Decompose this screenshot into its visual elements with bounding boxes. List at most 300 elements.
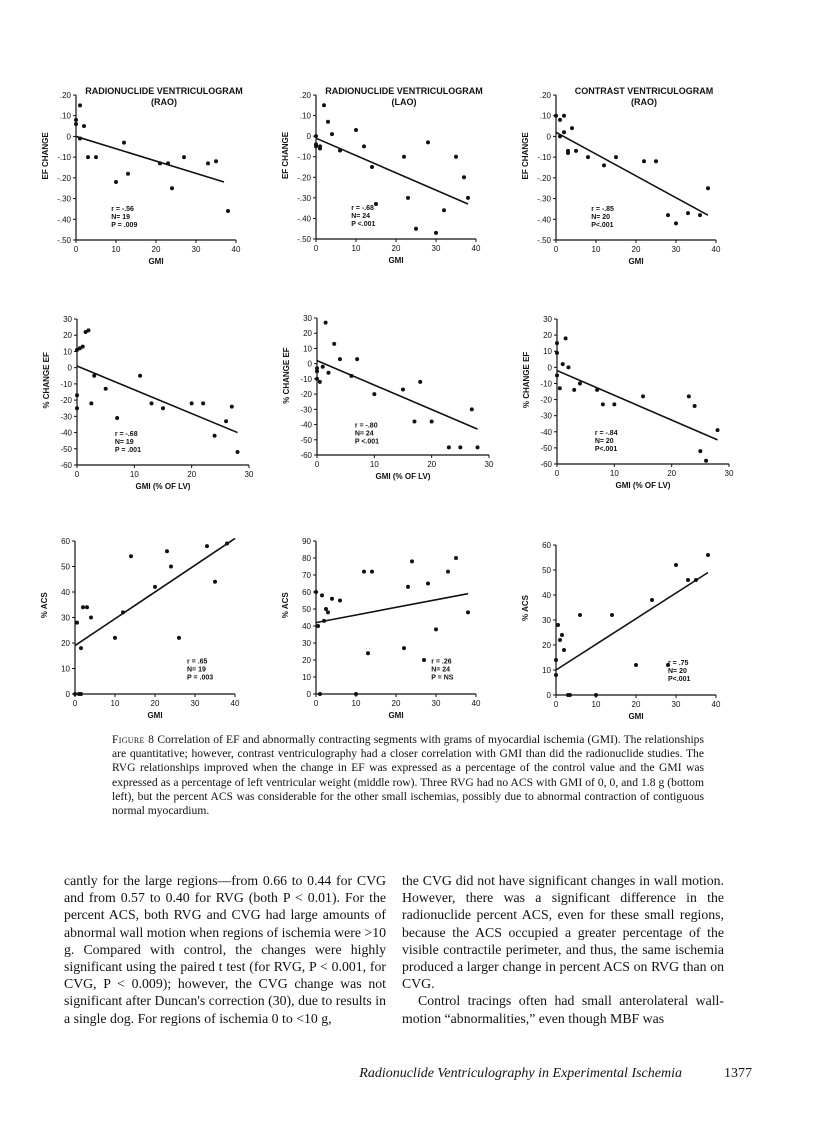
y-tick-label: 10 bbox=[63, 347, 72, 357]
x-tick-label: 0 bbox=[314, 460, 320, 469]
data-point bbox=[126, 172, 130, 176]
data-point bbox=[554, 114, 558, 118]
data-point bbox=[555, 341, 559, 345]
y-tick-label: .20 bbox=[539, 91, 551, 100]
data-point bbox=[447, 445, 451, 449]
y-tick-label: -10 bbox=[60, 379, 72, 389]
data-point bbox=[370, 570, 374, 574]
data-point bbox=[114, 180, 118, 184]
x-tick-label: 40 bbox=[711, 700, 721, 709]
data-point bbox=[79, 692, 83, 696]
data-point bbox=[401, 388, 405, 392]
y-tick-label: 40 bbox=[302, 622, 311, 631]
data-point bbox=[322, 619, 326, 623]
data-point bbox=[666, 213, 670, 217]
x-tick-label: 20 bbox=[631, 700, 641, 709]
data-point bbox=[338, 149, 342, 153]
x-tick-label: 30 bbox=[484, 460, 494, 469]
y-tick-label: -.50 bbox=[57, 236, 71, 245]
data-point bbox=[314, 142, 318, 146]
y-tick-label: -40 bbox=[540, 427, 552, 437]
y-tick-label: -20 bbox=[60, 396, 72, 406]
data-point bbox=[324, 321, 328, 325]
data-point bbox=[694, 578, 698, 582]
data-point bbox=[330, 132, 334, 136]
data-point bbox=[190, 401, 194, 405]
x-tick-label: 30 bbox=[671, 700, 681, 709]
data-point bbox=[81, 605, 85, 609]
y-tick-label: -.40 bbox=[537, 215, 551, 225]
y-tick-label: 40 bbox=[61, 588, 70, 597]
data-point bbox=[560, 633, 564, 637]
y-tick-label: 0 bbox=[66, 132, 71, 142]
y-tick-label: 60 bbox=[302, 588, 311, 597]
data-point bbox=[104, 387, 108, 391]
data-point bbox=[706, 186, 710, 190]
x-tick-label: 10 bbox=[369, 460, 379, 469]
y-tick-label: 30 bbox=[61, 613, 70, 623]
data-point bbox=[595, 388, 599, 392]
data-point bbox=[434, 231, 438, 235]
stats-label: r = -.84 bbox=[594, 430, 618, 437]
y-tick-label: .20 bbox=[59, 91, 71, 100]
stats-label: N= 19 bbox=[187, 666, 206, 674]
data-point bbox=[654, 159, 658, 163]
body-paragraph: the CVG did not have significant changes in wall motion. However, there was a significant difference in the radionuclide percent ACS, even for these small regions, because the ACS occupied a greater percentage of the visible contractile perimeter, and thus, the same ischemia produced a larger change in percent ACS on RVG than on CVG. bbox=[402, 873, 724, 992]
data-point bbox=[562, 130, 566, 134]
caption-text: Correlation of EF and abnormally contracting segments with grams of myocardial ischemia (GMI). The relationships are quantitative; however, contrast ventriculography had a closer correlation with GMI than did the radionuclide studies. The RVG relationships improved when the change in EF was expressed as a percentage of the control value and the GMI was expressed as a percentage of left ventricular weight (middle row). Three RVG had no ACS with GMI of 0, 0, and 1.8 g (bottom left), but the percent ACS was considerable for the other small ischemias, possibly due to abnormal contraction of contiguous normal myocardium. bbox=[112, 733, 704, 818]
stats-label: r = -.85 bbox=[591, 206, 614, 213]
y-tick-label: 0 bbox=[546, 691, 551, 700]
data-point bbox=[86, 328, 90, 332]
y-axis-label: % CHANGE EF bbox=[42, 352, 51, 409]
y-tick-label: -.20 bbox=[57, 173, 71, 183]
data-point bbox=[568, 693, 572, 697]
data-point bbox=[177, 636, 181, 640]
y-axis-label: % CHANGE EF bbox=[282, 347, 291, 404]
data-point bbox=[201, 401, 205, 405]
data-point bbox=[704, 459, 708, 463]
data-point bbox=[641, 394, 645, 398]
data-point bbox=[422, 658, 426, 662]
data-point bbox=[354, 692, 358, 696]
data-point bbox=[476, 445, 480, 449]
y-tick-label: .10 bbox=[539, 111, 551, 121]
x-axis-label: GMI bbox=[148, 257, 164, 266]
y-axis-label: EF CHANGE bbox=[281, 131, 290, 180]
data-point bbox=[75, 406, 79, 410]
y-tick-label: .20 bbox=[299, 91, 311, 100]
x-axis-label: GMI (% OF LV) bbox=[615, 481, 671, 490]
data-point bbox=[612, 402, 616, 406]
y-axis-label: % ACS bbox=[281, 592, 290, 619]
data-point bbox=[332, 342, 336, 346]
data-point bbox=[564, 336, 568, 340]
y-tick-label: 0 bbox=[67, 363, 72, 373]
data-point bbox=[572, 388, 576, 392]
data-point bbox=[402, 155, 406, 159]
x-axis-label: GMI bbox=[628, 257, 644, 266]
y-tick-label: -.40 bbox=[297, 214, 311, 224]
body-column-left bbox=[64, 872, 386, 1027]
stats-label: P <.001 bbox=[351, 221, 376, 229]
data-point bbox=[698, 213, 702, 217]
y-tick-label: 10 bbox=[542, 666, 551, 675]
y-tick-label: -30 bbox=[60, 412, 72, 422]
data-point bbox=[161, 406, 165, 410]
data-point bbox=[318, 146, 322, 150]
y-tick-label: 10 bbox=[302, 673, 311, 682]
y-tick-label: -60 bbox=[300, 451, 312, 460]
data-point bbox=[338, 599, 342, 603]
data-point bbox=[693, 404, 697, 408]
y-tick-label: -.20 bbox=[537, 173, 551, 183]
data-point bbox=[558, 386, 562, 390]
x-tick-label: 0 bbox=[553, 700, 559, 709]
x-tick-label: 20 bbox=[391, 699, 401, 708]
data-point bbox=[326, 610, 330, 614]
chart-title: CONTRAST VENTRICULOGRAM bbox=[574, 86, 714, 96]
y-tick-label: -.10 bbox=[297, 152, 311, 162]
y-tick-label: -10 bbox=[540, 379, 552, 389]
stats-label: N= 19 bbox=[111, 214, 131, 221]
data-point bbox=[79, 646, 83, 650]
data-point bbox=[454, 155, 458, 159]
stats-label: N= 20 bbox=[594, 438, 614, 445]
x-axis-label: GMI bbox=[147, 711, 163, 720]
chart-subtitle: (RAO) bbox=[631, 97, 657, 107]
regression-line bbox=[316, 594, 468, 623]
x-tick-label: 0 bbox=[313, 699, 319, 708]
regression-line bbox=[76, 136, 224, 182]
stats-label: r = .75 bbox=[668, 660, 689, 667]
data-point bbox=[78, 137, 82, 141]
data-point bbox=[322, 103, 326, 107]
y-tick-label: 20 bbox=[542, 641, 551, 650]
y-tick-label: -.20 bbox=[297, 173, 311, 183]
data-point bbox=[554, 673, 558, 677]
x-tick-label: 30 bbox=[190, 699, 200, 708]
x-tick-label: 20 bbox=[150, 699, 160, 708]
y-tick-label: -60 bbox=[540, 460, 552, 469]
data-point bbox=[73, 692, 77, 696]
y-tick-label: -50 bbox=[540, 443, 552, 453]
y-tick-label: 30 bbox=[543, 315, 552, 324]
y-tick-label: .10 bbox=[299, 111, 311, 121]
data-point bbox=[434, 627, 438, 631]
stats-label: P = .001 bbox=[114, 446, 141, 454]
y-tick-label: 50 bbox=[302, 605, 311, 614]
body-column-right bbox=[402, 872, 724, 1027]
y-tick-label: -.10 bbox=[537, 153, 551, 163]
stats-label: P<.001 bbox=[591, 222, 614, 229]
y-tick-label: .10 bbox=[59, 111, 71, 121]
data-point bbox=[466, 610, 470, 614]
stats-label: N= 20 bbox=[668, 668, 687, 675]
data-point bbox=[158, 161, 162, 165]
data-point bbox=[562, 114, 566, 118]
x-axis-label: GMI bbox=[628, 712, 644, 721]
y-tick-label: 40 bbox=[542, 591, 551, 600]
data-point bbox=[315, 366, 319, 370]
data-point bbox=[610, 613, 614, 617]
data-point bbox=[82, 124, 86, 128]
stats-label: N= 24 bbox=[354, 430, 374, 438]
data-point bbox=[462, 175, 466, 179]
y-tick-label: 30 bbox=[63, 315, 72, 324]
x-tick-label: 10 bbox=[351, 244, 361, 253]
y-tick-label: -.30 bbox=[297, 193, 311, 203]
chart-subtitle: (LAO) bbox=[391, 97, 417, 107]
data-point bbox=[138, 374, 142, 378]
x-tick-label: 0 bbox=[553, 245, 559, 254]
y-tick-label: 10 bbox=[303, 344, 312, 354]
y-tick-label: -30 bbox=[540, 411, 552, 421]
x-tick-label: 20 bbox=[667, 469, 677, 478]
stats-label: P <.001 bbox=[354, 438, 380, 446]
y-axis-label: EF CHANGE bbox=[521, 132, 530, 180]
data-point bbox=[213, 580, 217, 584]
x-tick-label: 10 bbox=[591, 245, 601, 254]
y-tick-label: 20 bbox=[543, 331, 552, 341]
data-point bbox=[165, 549, 169, 553]
data-point bbox=[442, 208, 446, 212]
data-point bbox=[566, 365, 570, 369]
data-point bbox=[321, 365, 325, 369]
chart-title: RADIONUCLIDE VENTRICULOGRAM bbox=[325, 86, 483, 96]
data-point bbox=[374, 202, 378, 206]
x-axis-label: GMI (% OF LV) bbox=[375, 472, 431, 481]
x-tick-label: 30 bbox=[431, 699, 441, 708]
data-point bbox=[594, 693, 598, 697]
running-title: Radionuclide Ventriculography in Experimental Ischemia bbox=[359, 1066, 682, 1081]
data-point bbox=[89, 401, 93, 405]
stats-label: P<.001 bbox=[668, 676, 691, 683]
data-point bbox=[686, 578, 690, 582]
stats-label: r = -.68 bbox=[114, 430, 138, 438]
x-tick-label: 0 bbox=[554, 469, 560, 478]
x-tick-label: 10 bbox=[591, 700, 601, 709]
x-tick-label: 40 bbox=[711, 245, 721, 254]
regression-line bbox=[556, 573, 708, 671]
x-tick-label: 10 bbox=[351, 699, 361, 708]
data-point bbox=[372, 392, 376, 396]
regression-line bbox=[556, 132, 708, 215]
x-axis-label: GMI bbox=[388, 256, 404, 265]
data-point bbox=[129, 554, 133, 558]
data-point bbox=[78, 103, 82, 107]
stats-label: r = -.56 bbox=[111, 206, 134, 213]
y-tick-label: -60 bbox=[60, 461, 72, 470]
data-point bbox=[362, 144, 366, 148]
stats-label: N= 19 bbox=[114, 438, 134, 446]
data-point bbox=[362, 570, 366, 574]
data-point bbox=[458, 445, 462, 449]
data-point bbox=[410, 559, 414, 563]
y-tick-label: 50 bbox=[61, 562, 70, 572]
data-point bbox=[122, 141, 126, 145]
data-point bbox=[687, 394, 691, 398]
data-point bbox=[558, 134, 562, 138]
data-point bbox=[446, 570, 450, 574]
data-point bbox=[349, 374, 353, 378]
data-point bbox=[412, 420, 416, 424]
x-tick-label: 30 bbox=[431, 244, 441, 253]
data-point bbox=[561, 362, 565, 366]
page-number: 1377 bbox=[724, 1066, 752, 1081]
data-point bbox=[213, 434, 217, 438]
data-point bbox=[169, 565, 173, 569]
data-point bbox=[566, 151, 570, 155]
data-point bbox=[698, 449, 702, 453]
x-tick-label: 20 bbox=[427, 460, 437, 469]
data-point bbox=[318, 692, 322, 696]
data-point bbox=[578, 613, 582, 617]
y-tick-label: 90 bbox=[302, 537, 311, 546]
y-tick-label: 30 bbox=[542, 616, 551, 625]
data-point bbox=[115, 416, 119, 420]
data-point bbox=[236, 450, 240, 454]
data-point bbox=[430, 420, 434, 424]
y-tick-label: -.30 bbox=[537, 194, 551, 204]
data-point bbox=[182, 155, 186, 159]
data-point bbox=[326, 371, 330, 375]
data-point bbox=[121, 610, 125, 614]
y-tick-label: 0 bbox=[306, 132, 311, 142]
x-tick-label: 10 bbox=[129, 470, 139, 479]
data-point bbox=[206, 161, 210, 165]
x-axis-label: GMI bbox=[388, 711, 404, 720]
data-point bbox=[556, 623, 560, 627]
data-point bbox=[85, 605, 89, 609]
data-point bbox=[578, 381, 582, 385]
body-paragraph: cantly for the large regions—from 0.66 to 0.44 for CVG and from 0.57 to 0.40 for RVG (both P < 0.01). For the percent ACS, both RVG and CVG had large amounts of abnormal wall motion when regions of ischemia were >10 g. Compared with control, the changes were highly significant using the paired t test (for RVG, P < 0.001, for CVG, P < 0.009); however, the CVG change was not significant after Duncan's correction (30), due to results in a single dog. For regions of ischemia 0 to <10 g, bbox=[64, 873, 386, 1026]
data-point bbox=[586, 155, 590, 159]
stats-label: P = NS bbox=[431, 674, 454, 682]
y-axis-label: % ACS bbox=[521, 595, 530, 621]
chart-title: RADIONUCLIDE VENTRICULOGRAM bbox=[85, 86, 243, 96]
x-tick-label: 0 bbox=[313, 244, 319, 253]
x-tick-label: 20 bbox=[391, 244, 401, 253]
data-point bbox=[92, 374, 96, 378]
x-tick-label: 30 bbox=[244, 470, 254, 479]
data-point bbox=[601, 402, 605, 406]
y-tick-label: -10 bbox=[300, 374, 312, 384]
data-point bbox=[318, 380, 322, 384]
y-tick-label: -50 bbox=[300, 435, 312, 445]
data-point bbox=[406, 585, 410, 589]
x-tick-label: 0 bbox=[74, 470, 80, 479]
data-point bbox=[555, 351, 559, 355]
data-point bbox=[642, 159, 646, 163]
data-point bbox=[113, 636, 117, 640]
data-point bbox=[330, 597, 334, 601]
stats-label: P<.001 bbox=[594, 446, 618, 453]
y-tick-label: -50 bbox=[60, 444, 72, 454]
data-point bbox=[418, 380, 422, 384]
stats-label: N= 24 bbox=[351, 213, 371, 221]
data-point bbox=[554, 658, 558, 662]
data-point bbox=[555, 373, 559, 377]
data-point bbox=[614, 155, 618, 159]
regression-line bbox=[75, 538, 235, 645]
data-point bbox=[81, 345, 85, 349]
y-tick-label: 10 bbox=[543, 347, 552, 357]
y-tick-label: -.40 bbox=[57, 215, 71, 225]
data-point bbox=[414, 227, 418, 231]
y-tick-label: 50 bbox=[542, 566, 551, 575]
data-point bbox=[650, 598, 654, 602]
data-point bbox=[315, 377, 319, 381]
data-point bbox=[75, 621, 79, 625]
x-axis-label: GMI (% OF LV) bbox=[135, 482, 191, 491]
data-point bbox=[94, 155, 98, 159]
y-tick-label: 0 bbox=[547, 363, 552, 373]
data-point bbox=[338, 357, 342, 361]
y-tick-label: -20 bbox=[300, 390, 312, 400]
data-point bbox=[316, 624, 320, 628]
y-tick-label: 10 bbox=[61, 664, 70, 674]
data-point bbox=[75, 393, 79, 397]
y-tick-label: -30 bbox=[300, 405, 312, 415]
y-tick-label: -40 bbox=[60, 428, 72, 438]
data-point bbox=[574, 149, 578, 153]
data-point bbox=[320, 593, 324, 597]
stats-label: r = -.68 bbox=[351, 205, 374, 213]
data-point bbox=[370, 165, 374, 169]
data-point bbox=[153, 585, 157, 589]
stats-label: r = .65 bbox=[187, 658, 208, 666]
regression-line bbox=[77, 366, 238, 433]
y-tick-label: 80 bbox=[302, 554, 311, 563]
y-tick-label: -.30 bbox=[57, 194, 71, 204]
y-tick-label: 30 bbox=[302, 639, 311, 648]
x-tick-label: 30 bbox=[191, 245, 201, 254]
x-tick-label: 40 bbox=[231, 245, 241, 254]
x-tick-label: 40 bbox=[471, 244, 481, 253]
y-tick-label: 30 bbox=[303, 314, 312, 323]
x-tick-label: 40 bbox=[471, 699, 481, 708]
data-point bbox=[214, 159, 218, 163]
data-point bbox=[674, 221, 678, 225]
data-point bbox=[558, 638, 562, 642]
y-tick-label: 60 bbox=[542, 541, 551, 550]
x-tick-label: 10 bbox=[110, 699, 120, 708]
data-point bbox=[426, 582, 430, 586]
data-point bbox=[562, 648, 566, 652]
y-tick-label: -40 bbox=[300, 420, 312, 430]
data-point bbox=[706, 553, 710, 557]
data-point bbox=[558, 118, 562, 122]
data-point bbox=[150, 401, 154, 405]
stats-label: N= 24 bbox=[431, 666, 451, 674]
stats-label: P = .009 bbox=[111, 222, 138, 229]
data-point bbox=[674, 563, 678, 567]
data-point bbox=[314, 590, 318, 594]
data-point bbox=[466, 196, 470, 200]
data-point bbox=[89, 616, 93, 620]
data-point bbox=[354, 128, 358, 132]
body-paragraph: Control tracings often had small anterolateral wall-motion “abnormalities,” even though MBF was bbox=[402, 993, 724, 1026]
stats-label: r = -.80 bbox=[354, 422, 378, 430]
stats-label: N= 20 bbox=[591, 214, 611, 221]
y-tick-label: -.50 bbox=[537, 236, 551, 245]
y-tick-label: 20 bbox=[63, 331, 72, 341]
data-point bbox=[716, 428, 720, 432]
data-point bbox=[230, 405, 234, 409]
y-tick-label: -.50 bbox=[297, 235, 311, 244]
data-point bbox=[366, 651, 370, 655]
